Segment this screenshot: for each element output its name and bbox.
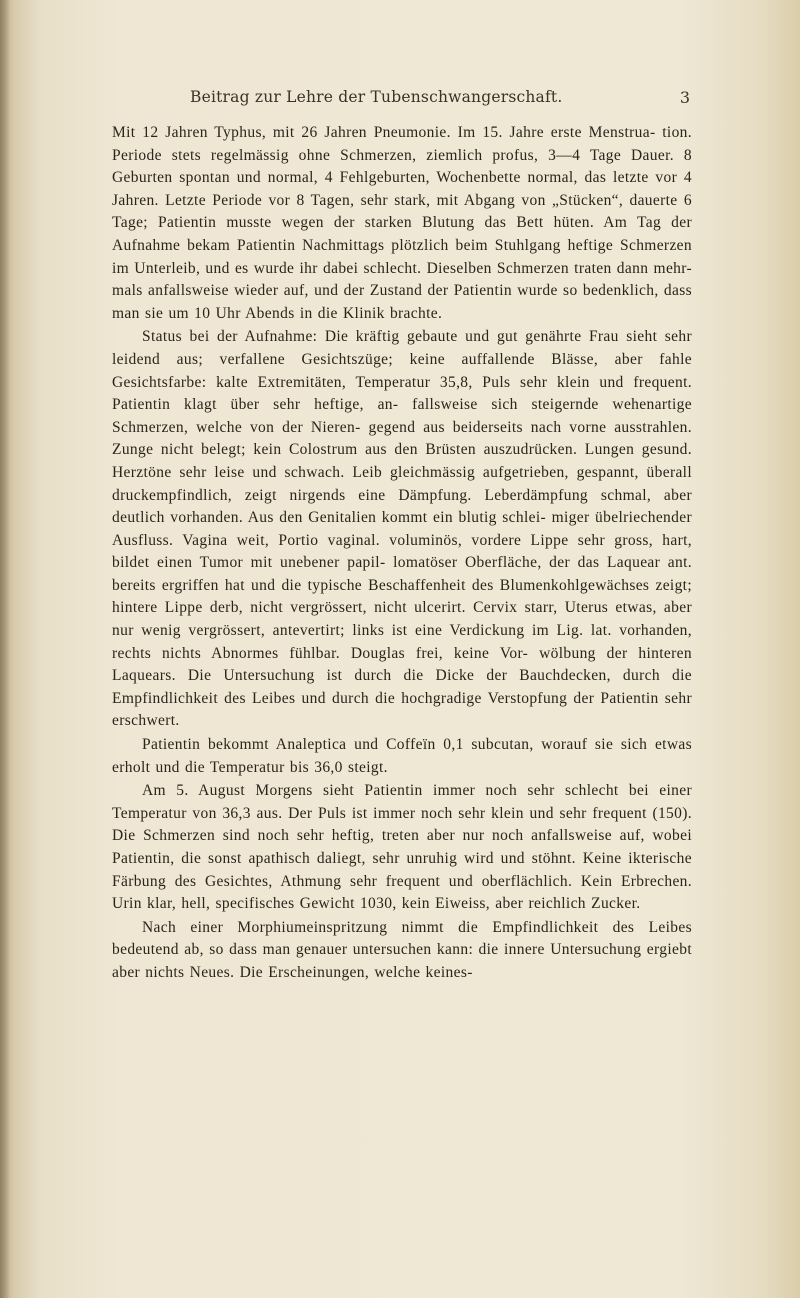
paragraph-history: Mit 12 Jahren Typhus, mit 26 Jahren Pneumonie. Im 15. Jahre erste Menstrua- tion. Periode stets regelmässig ohne Schmerzen, ziemlich profus, 3—4 Tage Dauer. 8 Geburten spontan und normal, 4 Fehlgeburten, Wochenbette normal, das letzte vor 4 Jahren. Letzte Periode vor 8 Tagen, sehr stark, mit Abgang von „Stücken“, dauerte 6 Tage; Patientin musste wegen der starken Blutung das Bett hüten. Am Tag der Aufnahme bekam Patientin Nachmittags plötzlich beim Stuhlgang heftige Schmerzen im Unterleib, und es wurde ihr dabei schlecht. Dieselben Schmerzen traten dann mehr- mals anfallsweise wieder auf, und der Zustand der Patientin wurde so bedenklich, dass man sie um 10 Uhr Abends in die Klinik brachte. — [112, 124, 692, 322]
paragraph-treatment: Patientin bekommt Analeptica und Coffeïn 0,1 subcutan, worauf sie sich etwas erholt und die Temperatur bis 36,0 steigt. — [112, 736, 692, 776]
running-title: Beitrag zur Lehre der Tubenschwangerschaft. — [190, 88, 563, 106]
body-text — [112, 122, 692, 985]
paragraph-august-5: Am 5. August Morgens sieht Patientin immer noch sehr schlecht bei einer Temperatur von 36,3 aus. Der Puls ist immer noch sehr klein und sehr frequent (150). Die Schmerzen sind noch sehr heftig, treten aber nur noch anfallsweise auf, wobei Patientin, die sonst apathisch daliegt, sehr unruhig wird und stöhnt. Keine ikterische Färbung des Gesichtes, Athmung sehr frequent und oberflächlich. Kein Erbrechen. Urin klar, hell, specifisches Gewicht 1030, kein Eiweiss, aber reichlich Zucker. — [112, 782, 692, 913]
paragraph-admission-status: Status bei der Aufnahme: Die kräftig gebaute und gut genährte Frau sieht sehr leidend aus; verfallene Gesichtszüge; keine auffallende Blässe, aber fahle Gesichtsfarbe: kalte Extremitäten, Temperatur 35,8, Puls sehr klein und frequent. Patientin klagt über sehr heftige, an- fallsweise sich steigernde wehenartige Schmerzen, welche von der Nieren- gegend aus beiderseits nach vorne ausstrahlen. Zunge nicht belegt; kein Colostrum aus den Brüsten auszudrücken. Lungen gesund. Herztöne sehr leise und schwach. Leib gleichmässig aufgetrieben, gespannt, überall druckempfindlich, zeigt nirgends eine Dämpfung. Leberdämpfung schmal, aber deutlich vorhanden. Aus den Genitalien kommt ein blutig schlei- miger übelriechender Ausfluss. Vagina weit, Portio vaginal. voluminös, vordere Lippe sehr gross, hart, bildet einen Tumor mit unebener papil- lomatöser Oberfläche, der das Laquear ant. bereits ergriffen hat und die typische Beschaffenheit des Blumenkohlgewächses zeigt; hintere Lippe derb, nicht vergrössert, nicht ulcerirt. Cervix starr, Uterus etwas, aber nur wenig vergrössert, antevertirt; links ist eine Verdickung im Lig. lat. vorhanden, rechts nichts Abnormes fühlbar. Douglas frei, keine Vor- wölbung der hinteren Laquears. Die Untersuchung ist durch die Dicke der Bauchdecken, durch die Empfindlichkeit des Leibes und durch die hochgradige Verstopfung der Patientin sehr erschwert. — [112, 328, 692, 730]
page-number: 3 — [679, 88, 690, 107]
paragraph-morphine: Nach einer Morphiumeinspritzung nimmt die Empfindlichkeit des Leibes bedeutend ab, so dass man genauer untersuchen kann: die innere Untersuchung ergiebt aber nichts Neues. Die Erscheinungen, welche keines- — [112, 918, 692, 981]
